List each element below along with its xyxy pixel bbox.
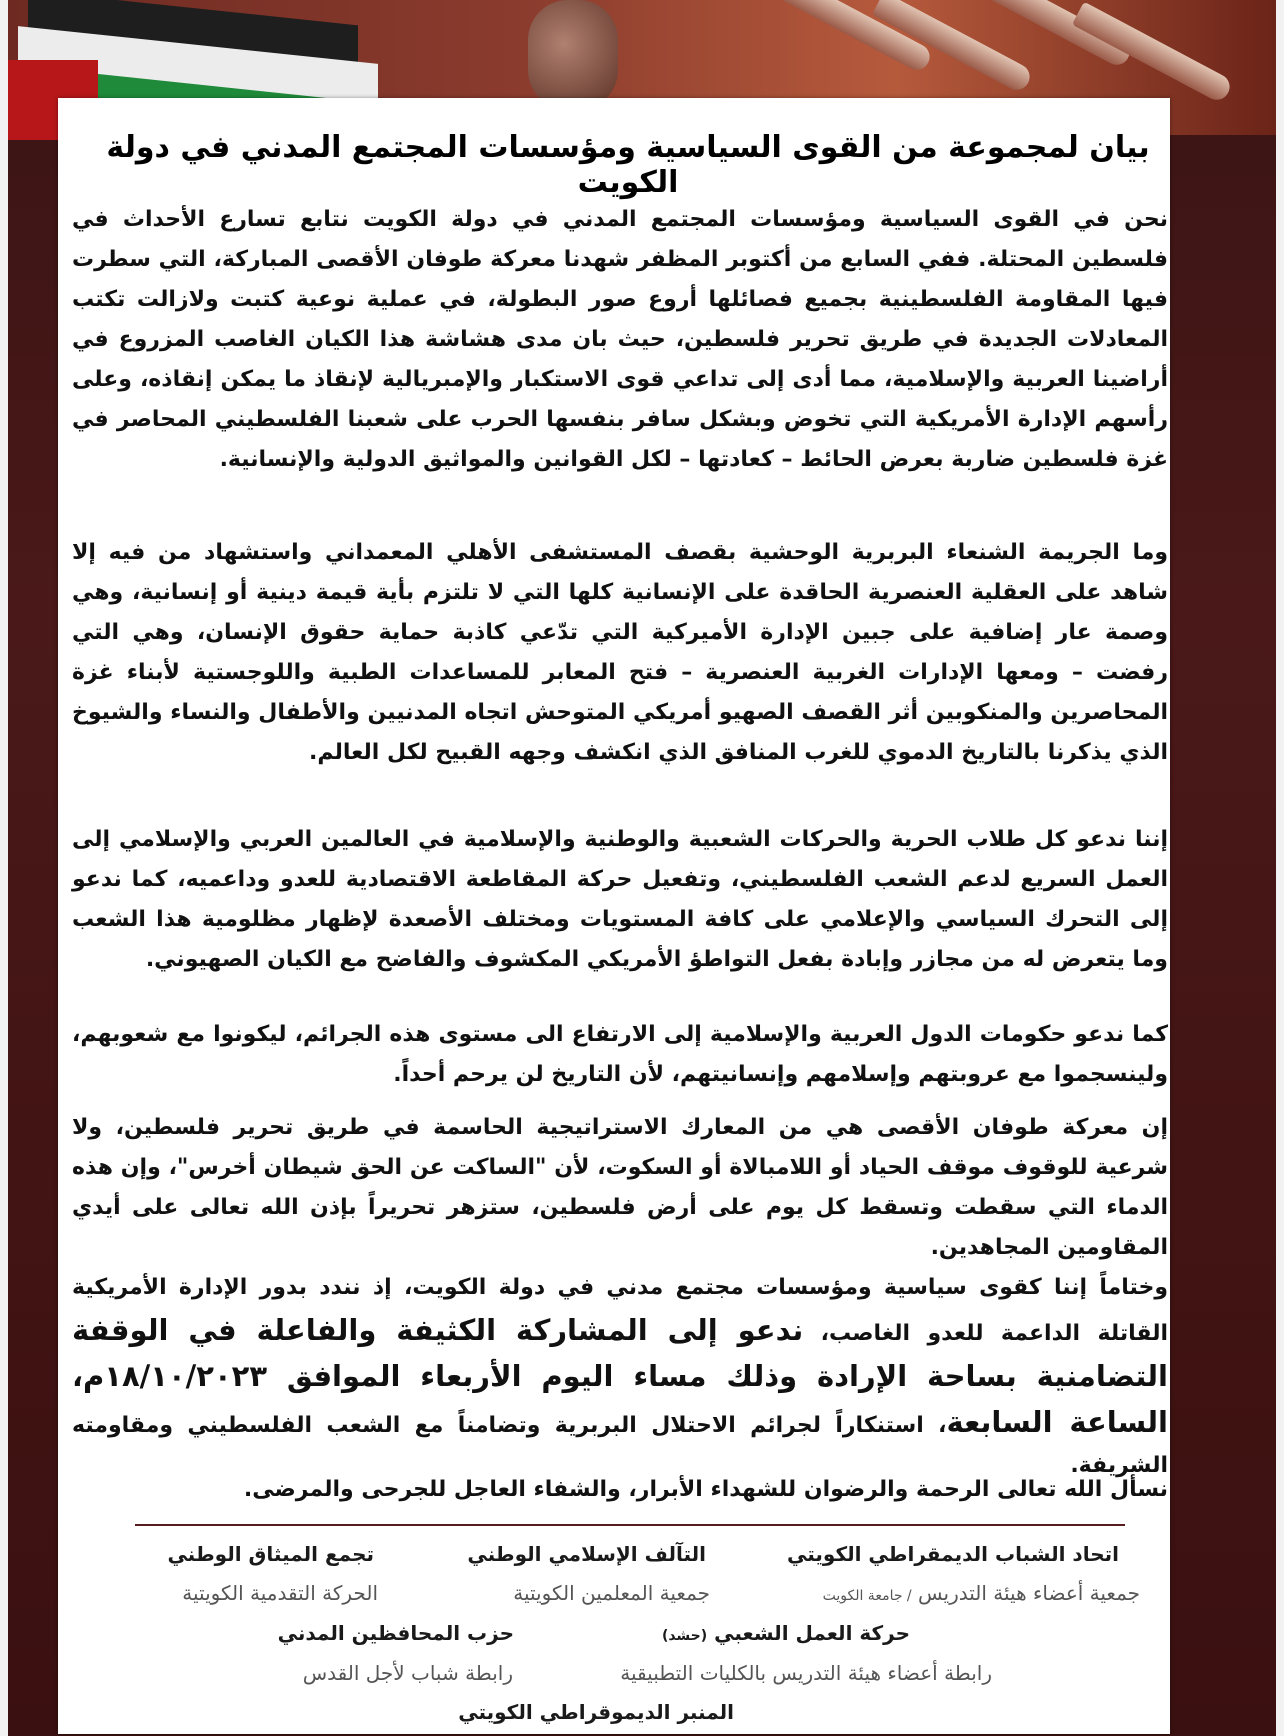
- signatory-org: رابطة أعضاء هيئة التدريس بالكليات التطبيقية: [620, 1661, 992, 1685]
- signatory-org-note: (حشد): [661, 1628, 708, 1644]
- signatory-org: رابطة شباب لأجل القدس: [302, 1661, 513, 1685]
- signatory-org: حزب المحافظين المدني: [277, 1621, 514, 1645]
- signatory-org-name: حركة العمل الشعبي: [714, 1621, 910, 1645]
- signatories-divider: [135, 1524, 1125, 1526]
- raised-hand-image: [528, 0, 618, 110]
- signatory-org: تجمع الميثاق الوطني: [167, 1542, 374, 1566]
- paragraph-6-end: ، استنكاراً لجرائم الاحتلال البربرية وتضامناً مع الشعب الفلسطيني ومقاومته الشريفة.: [72, 1413, 1168, 1478]
- paragraph-6: [72, 1268, 1168, 1486]
- event-call-highlight: ندعو إلى المشاركة الكثيفة والفاعلة في الوقفة التضامنية بساحة الإرادة وذلك مساء اليوم الأربعاء الموافق ١٨/١٠/٢٠٢٣م، الساعة السابعة: [72, 1313, 1168, 1439]
- signatory-org: المنبر الديموقراطي الكويتي: [458, 1700, 734, 1724]
- statement-title: بيان لمجموعة من القوى السياسية ومؤسسات المجتمع المدني في دولة الكويت: [106, 130, 1150, 200]
- signatory-org: جمعية المعلمين الكويتية: [513, 1581, 710, 1605]
- signatory-org: [662, 1621, 910, 1645]
- signatory-org: التآلف الإسلامي الوطني: [467, 1542, 706, 1566]
- signatory-org-note: / جامعة الكويت: [822, 1588, 912, 1604]
- signatory-org: الحركة التقدمية الكويتية: [182, 1581, 378, 1605]
- paragraph-4: كما ندعو حكومات الدول العربية والإسلامية إلى الارتفاع الى مستوى هذه الجرائم، ليكونوا مع شعوبهم، ولينسجموا مع عروبتهم وإسلامهم وإنسانيتهم، لأن التاريخ لن يرحم أحداً.: [72, 1022, 1168, 1087]
- paragraph-1: نحن في القوى السياسية ومؤسسات المجتمع المدني في دولة الكويت نتابع تسارع الأحداث في فلسطين المحتلة. ففي السابع من أكتوبر المظفر شهدنا معركة طوفان الأقصى المباركة، التي سطرت فيها المقاومة الفلسطينية بجميع فصائلها أروع صور البطولة، في عملية نوعية كتبت ولازالت تكتب المعادلات الجديدة في طريق تحرير فلسطين، حيث بان مدى هشاشة هذا الكيان الغاصب المزروع في أراضينا العربية والإسلامية، مما أدى إلى تداعي قوى الاستكبار والإمبريالية لإنقاذ ما يمكن إنقاذه، وعلى رأسهم الإدارة الأمريكية التي تخوض وبشكل سافر بنفسها الحرب على شعبنا الفلسطيني المحاصر في غزة فلسطين ضاربة بعرض الحائط – كعادتها – لكل القوانين والمواثيق الدولية والإنسانية.: [72, 207, 1168, 472]
- closing-prayer: نسأل الله تعالى الرحمة والرضوان للشهداء الأبرار، والشفاء العاجل للجرحى والمرضى.: [243, 1477, 1168, 1502]
- signatory-org: [823, 1581, 1140, 1605]
- paragraph-5: إن معركة طوفان الأقصى هي من المعارك الاستراتيجية الحاسمة في طريق تحرير فلسطين، ولا شرعية للوقوف موقف الحياد أو اللامبالاة أو السكوت، لأن "الساكت عن الحق شيطان أخرس"، وإن هذه الدماء التي سقطت وتسقط كل يوم على أرض فلسطين، ستزهر تحريراً بإذن الله تعالى على أيدي المقاومين المجاهدين.: [72, 1115, 1168, 1260]
- paragraph-2: وما الجريمة الشنعاء البربرية الوحشية بقصف المستشفى الأهلي المعمداني واستشهاد من فيه إلا شاهد على العقلية العنصرية الحاقدة على الإنسانية كلها التي لا تلتزم بأية قيمة دينية أو إنسانية، وهي وصمة عار إضافية على جبين الإدارة الأميركية التي تدّعي كاذبة حماية حقوق الإنسان، وهي التي رفضت – ومعها الإدارات الغربية العنصرية – فتح المعابر للمساعدات الطبية واللوجستية لأبناء غزة المحاصرين والمنكوبين أثر القصف الصهيو أمريكي المتوحش اتجاه المدنيين والأطفال والنساء والشيوخ الذي يذكرنا بالتاريخ الدموي للغرب المنافق الذي انكشف وجهه القبيح لكل العالم.: [72, 540, 1168, 765]
- paragraph-6-start: وختاماً إننا كقوى سياسية ومؤسسات مجتمع مدني في دولة الكويت، إذ نندد بدور الإدارة الأمريكية القاتلة الداعمة للعدو الغاصب،: [72, 1275, 1168, 1346]
- paragraph-3: إننا ندعو كل طلاب الحرية والحركات الشعبية والوطنية والإسلامية في العالمين العربي والإسلامي إلى العمل السريع لدعم الشعب الفلسطيني، وتفعيل حركة المقاطعة الاقتصادية للعدو وداعميه، كما ندعو إلى التحرك السياسي والإعلامي على كافة المستويات ومختلف الأصعدة لإظهار مظلومية هذا الشعب وما يتعرض له من مجازر وإبادة بفعل التواطؤ الأمريكي المكشوف والفاضح مع الكيان الصهيوني.: [72, 827, 1168, 972]
- signatory-org: اتحاد الشباب الديمقراطي الكويتي: [787, 1542, 1119, 1566]
- signatory-org-name: جمعية أعضاء هيئة التدريس: [918, 1581, 1140, 1605]
